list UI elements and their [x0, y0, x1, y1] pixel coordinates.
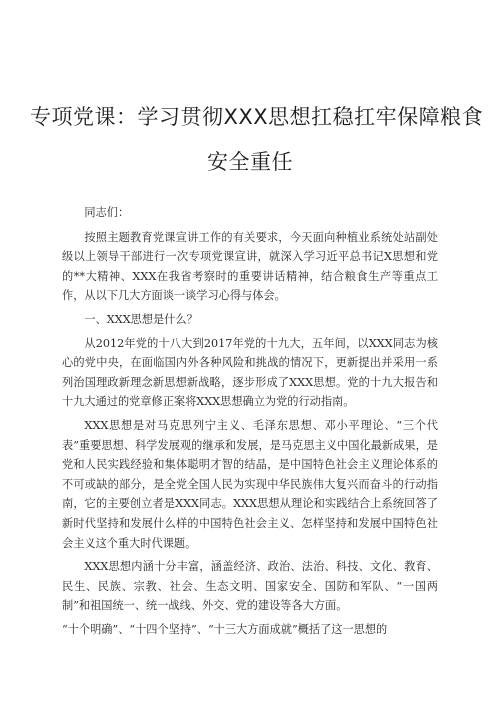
document-body: [62, 203, 438, 639]
paragraph-history: 从2012年党的十八大到2017年党的十九大，五年间，以XXX同志为核心的党中央，在面临国内外各种风险和挑战的情况下，更新提出并采用一系列治国理政新理念新思想新战略，逐步形成了XXX思想。党的十九大报告和十九大通过的党章修正案将XXX思想确立为党的行动指南。: [62, 336, 438, 409]
paragraph-content: XXX思想内涵十分丰富，涵盖经济、政治、法治、科技、文化、教育、民生、民族、宗教、社会、生态文明、国家安全、国防和军队、“一国两制”和祖国统一、统一战线、外交、党的建设等各大方面。: [62, 560, 438, 613]
greeting: 同志们：: [84, 206, 130, 219]
paragraph-theory: XXX思想是对马克思列宁主义、毛泽东思想、邓小平理论、“三个代表”重要思想、科学发展观的继承和发展，是马克思主义中国化最新成果，是党和人民实践经验和集体聪明才智的结晶，是中国特色社会主义理论体系的不可或缺的部分，是全党全国人民为实现中华民族伟大复兴而奋斗的行动指南，它的主要创立者是XXX同志。XXX思想从理论和实践结合上系统回答了新时代坚持和发展什么样的中国特色社会主义、怎样坚持和发展中国特色社会主义这个重大时代课题。: [62, 418, 438, 550]
document-title-line-2: 安全重任: [207, 150, 293, 174]
section-heading-1: 一、XXX思想是什么？: [84, 312, 198, 326]
paragraph-intro: 按照主题教育党课宣讲工作的有关要求，今天面向种植业系统处站副处级以上领导干部进行一次专项党课宣讲，就深入学习近平总书记X思想和党的**大精神、XXX在我省考察时的重要讲话精神，结合粮食生产等重点工作，从以下几大方面谈一谈学习心得与体会。: [62, 230, 438, 303]
paragraph-summary-partial: “十个明确”、“十四个坚持”、“十三大方面成就”概括了这一思想的: [62, 622, 388, 636]
document-title-line-1: 专项党课：学习贯彻XXX思想扛稳扛牢保障粮食: [30, 105, 484, 129]
